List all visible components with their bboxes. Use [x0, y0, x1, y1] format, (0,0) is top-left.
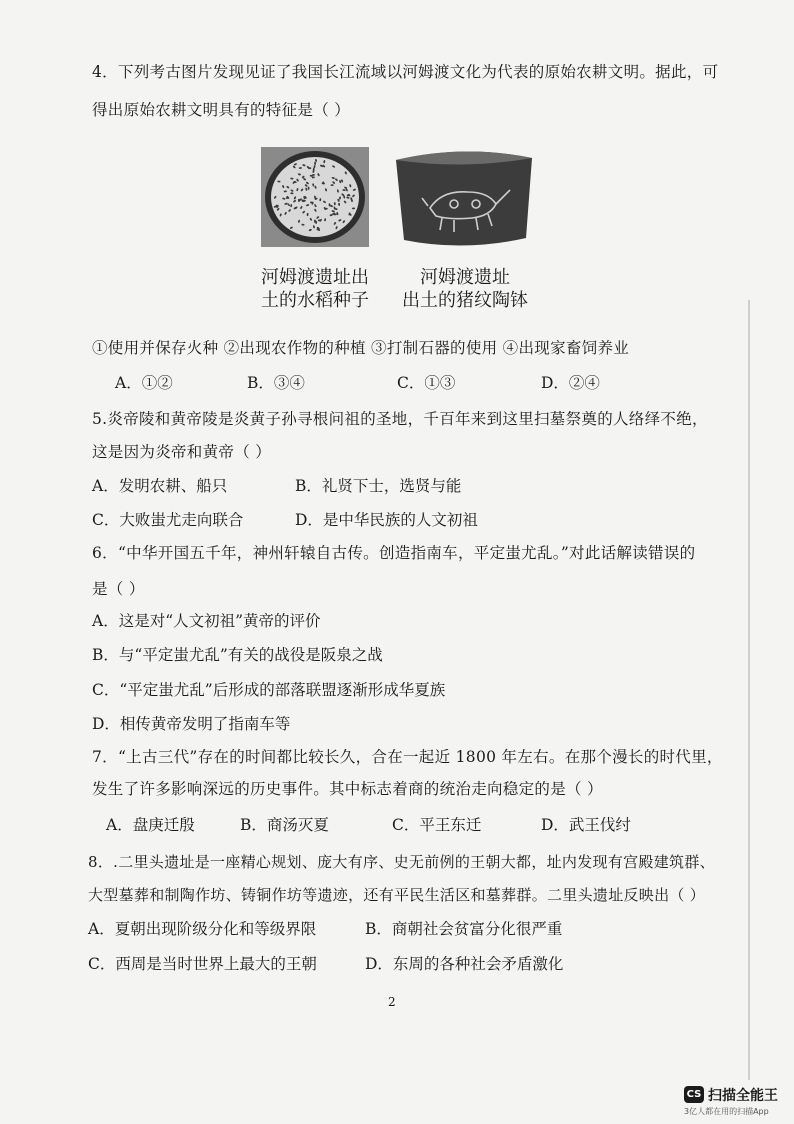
q7-line1: 7．“上古三代”存在的时间都比较长久，合在一起近 1800 年左右。在那个漫长的时代里， [92, 748, 723, 766]
q7-line2: 发生了许多影响深远的历史事件。其中标志着商的统治走向稳定的是（ ） [92, 780, 603, 798]
q5-line2: 这是因为炎帝和黄帝（ ） [92, 443, 272, 461]
caption-pottery-line1: 河姆渡遗址 [420, 267, 510, 288]
q6-line2: 是（ ） [92, 580, 145, 598]
q7-option-d: D．武王伐纣 [541, 816, 631, 834]
q6-option-b: B．与“平定蚩尤乱”有关的战役是阪泉之战 [92, 646, 383, 664]
q4-option-c: C．①③ [397, 374, 456, 392]
page-number: 2 [388, 995, 396, 1009]
q5-option-d: D．是中华民族的人文初祖 [295, 511, 478, 529]
q4-option-d: D．②④ [541, 374, 600, 392]
q5-line1: 5.炎帝陵和黄帝陵是炎黄子孙寻根问祖的圣地，千百年来到这里扫墓祭奠的人络绎不绝， [92, 410, 708, 428]
scanner-tagline: 3亿人都在用的扫描App [684, 1107, 769, 1116]
q4-statements: ①使用并保存火种 ②出现农作物的种植 ③打制石器的使用 ④出现家畜饲养业 [92, 339, 630, 357]
q5-option-b: B．礼贤下士，选贤与能 [295, 477, 462, 495]
q6-option-d: D．相传黄帝发明了指南车等 [92, 715, 291, 733]
pig-pottery-bowl-photo [392, 146, 536, 250]
q4-line1: 4．下列考古图片发现见证了我国长江流域以河姆渡文化为代表的原始农耕文明。据此，可 [92, 63, 719, 81]
q8-option-b: B．商朝社会贫富分化很严重 [365, 920, 563, 938]
q8-option-a: A．夏朝出现阶级分化和等级界限 [88, 920, 317, 938]
q8-option-c: C．西周是当时世界上最大的王朝 [88, 955, 317, 973]
q4-line2: 得出原始农耕文明具有的特征是（ ） [92, 101, 351, 119]
q6-line1: 6．“中华开国五千年，神州轩辕自古传。创造指南车，平定蚩尤乱。”对此话解读错误的 [92, 544, 696, 562]
q5-option-a: A．发明农耕、船只 [92, 477, 228, 495]
q7-option-b: B．商汤灭夏 [240, 816, 329, 834]
scan-edge-right [748, 300, 750, 1080]
q4-option-b: B．③④ [247, 374, 305, 392]
q8-line2: 大型墓葬和制陶作坊、铸铜作坊等遗迹，还有平民生活区和墓葬群。二里头遗址反映出（ ） [88, 886, 706, 904]
q7-option-a: A．盘庚迁殷 [106, 816, 195, 834]
q7-option-c: C．平王东迁 [392, 816, 482, 834]
rice-seeds-photo [261, 147, 369, 247]
caption-rice-line2: 土的水稻种子 [261, 290, 369, 311]
q5-option-c: C．大败蚩尤走向联合 [92, 511, 244, 529]
caption-rice-line1: 河姆渡遗址出 [261, 267, 369, 288]
q8-line1: 8．.二里头遗址是一座精心规划、庞大有序、史无前例的王朝大都，址内发现有宫殿建筑群、 [88, 853, 715, 871]
camscanner-logo-icon: CS [684, 1086, 704, 1103]
q4-option-a: A．①② [115, 374, 173, 392]
q6-option-a: A．这是对“人文初祖”黄帝的评价 [92, 612, 321, 630]
q6-option-c: C．“平定蚩尤乱”后形成的部落联盟逐渐形成华夏族 [92, 681, 446, 699]
q8-option-d: D．东周的各种社会矛盾激化 [365, 955, 564, 973]
caption-pottery-line2: 出土的猪纹陶钵 [402, 290, 528, 311]
scanner-app-name: 扫描全能王 [708, 1088, 778, 1104]
